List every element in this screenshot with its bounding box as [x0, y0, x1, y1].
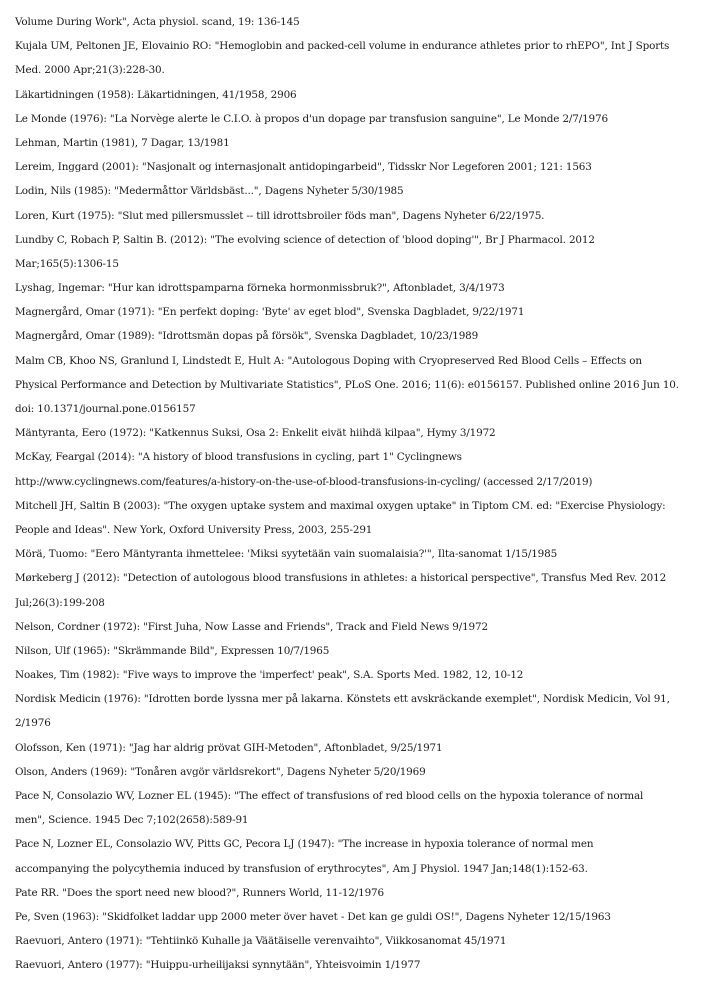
reference-entry	[15, 615, 692, 639]
reference-entry	[15, 421, 692, 445]
reference-text-line: Lundby C, Robach P, Saltin B. (2012): "The evolving science of detection of 'blood doping'", Br J Pharmacol. 2012	[15, 233, 595, 246]
reference-entry	[15, 760, 692, 784]
reference-entry	[15, 349, 692, 422]
reference-entry	[15, 179, 692, 203]
reference-entry	[15, 784, 692, 832]
reference-text-line: accompanying the polycythemia induced by transfusion of erythrocytes", Am J Physiol. 1947 Jan;148(1):152-63.	[15, 862, 588, 875]
reference-text-line: Pe, Sven (1963): "Skidfolket laddar upp 2000 meter över havet - Det kan ge guldi OS!", Dagens Nyheter 12/15/1963	[15, 910, 611, 923]
reference-entry	[15, 542, 692, 566]
reference-text-line: Mäntyranta, Eero (1972): "Katkennus Suksi, Osa 2: Enkelit eivät hiihdä kilpaa", Hymy 3/1972	[15, 427, 496, 440]
reference-text-line: Volume During Work", Acta physiol. scand, 19: 136-145	[15, 16, 300, 28]
reference-text-line: Olofsson, Ken (1971): "Jag har aldrig prövat GIH-Metoden", Aftonbladet, 9/25/1971	[15, 741, 443, 754]
reference-text-line: Mørkeberg J (2012): "Detection of autologous blood transfusions in athletes: a historical perspective", Transfus Med Rev. 2012	[15, 572, 667, 585]
reference-entry	[15, 10, 692, 34]
reference-text-line: Malm CB, Khoo NS, Granlund I, Lindstedt E, Hult A: "Autologous Doping with Cryopreserved Red Blood Cells – Effects on	[15, 354, 642, 367]
reference-text-line: Läkartidningen (1958): Läkartidningen, 41/1958, 2906	[15, 88, 297, 101]
reference-entry	[15, 300, 692, 324]
reference-entry	[15, 276, 692, 300]
reference-entry	[15, 736, 692, 760]
reference-text-line: Loren, Kurt (1975): "Slut med pillersmusslet -- till idrottsbroiler föds man", Dagens Nyheter 6/22/1975.	[15, 209, 545, 222]
reference-text-line: Pace N, Consolazio WV, Lozner EL (1945): "The effect of transfusions of red blood cells on the hypoxia tolerance of normal	[15, 790, 644, 802]
reference-text-line: Noakes, Tim (1982): "Five ways to improve the 'imperfect' peak", S.A. Sports Med. 1982, 12, 10-12	[15, 669, 524, 682]
reference-text-line: People and Ideas". New York, Oxford University Press, 2003, 255-291	[15, 523, 373, 536]
reference-text-line: Physical Performance and Detection by Multivariate Statistics", PLoS One. 2016; 11(6): e0156157. Published online 2016 Jun 10.	[15, 378, 679, 391]
reference-text-line: http://www.cyclingnews.com/features/a-history-on-the-use-of-blood-transfusions-in-cycling/ (accessed 2/17/2019)	[15, 475, 593, 488]
reference-entry	[15, 204, 692, 228]
reference-text-line: Pace N, Lozner EL, Consolazio WV, Pitts GC, Pecora LJ (1947): "The increase in hypoxia tolerance of normal men	[15, 838, 594, 851]
reference-entry	[15, 881, 692, 905]
reference-text-line: Lyshag, Ingemar: "Hur kan idrottspamparna förneka hormonmissbruk?", Aftonbladet, 3/4/1973	[15, 282, 505, 295]
reference-text-line: Mitchell JH, Saltin B (2003): "The oxygen uptake system and maximal oxygen uptake" in Tiptom CM. ed: "Exercise Physiology:	[15, 499, 666, 512]
reference-entry	[15, 494, 692, 542]
reference-entry	[15, 228, 692, 276]
reference-list	[15, 10, 692, 978]
reference-text-line: Lodin, Nils (1985): "Medermåttor Världsbäst...", Dagens Nyheter 5/30/1985	[15, 185, 404, 198]
reference-entry	[15, 107, 692, 131]
reference-entry	[15, 953, 692, 977]
reference-text-line: Lereim, Inggard (2001): "Nasjonalt og internasjonalt antidopingarbeid", Tidsskr Nor Legeforen 2001; 121: 1563	[15, 161, 592, 174]
reference-text-line: Olson, Anders (1969): "Tonåren avgör världsrekort", Dagens Nyheter 5/20/1969	[15, 765, 426, 778]
reference-text-line: Magnergård, Omar (1971): "En perfekt doping: 'Byte' av eget blod", Svenska Dagbladet, 9/22/1971	[15, 306, 525, 319]
reference-text-line: Lehman, Martin (1981), 7 Dagar, 13/1981	[15, 136, 230, 149]
reference-text-line: men", Science. 1945 Dec 7;102(2658):589-91	[15, 814, 249, 827]
reference-text-line: McKay, Feargal (2014): "A history of blood transfusions in cycling, part 1" Cyclingnews	[15, 451, 462, 464]
reference-text-line: Med. 2000 Apr;21(3):228-30.	[15, 64, 165, 77]
reference-entry	[15, 34, 692, 82]
reference-entry	[15, 324, 692, 348]
reference-text-line: Mörä, Tuomo: "Eero Mäntyranta ihmettelee: 'Miksi syytetään vain suomalaisia?'", Ilta-sanomat 1/15/1985	[15, 548, 558, 561]
reference-entry	[15, 83, 692, 107]
reference-text-line: Magnergård, Omar (1989): "Idrottsmän dopas på försök", Svenska Dagbladet, 10/23/1989	[15, 330, 479, 343]
reference-entry	[15, 905, 692, 929]
reference-entry	[15, 131, 692, 155]
reference-entry	[15, 445, 692, 493]
reference-text-line: Nilson, Ulf (1965): "Skrämmande Bild", Expressen 10/7/1965	[15, 644, 330, 657]
reference-text-line: Pate RR. "Does the sport need new blood?", Runners World, 11-12/1976	[15, 886, 384, 899]
reference-entry	[15, 663, 692, 687]
reference-text-line: Le Monde (1976): "La Norvège alerte le C.I.O. à propos d'un dopage par transfusion sanguine", Le Monde 2/7/1976	[15, 112, 608, 125]
reference-entry	[15, 832, 692, 880]
reference-text-line: Kujala UM, Peltonen JE, Elovainio RO: "Hemoglobin and packed-cell volume in endurance athletes prior to rhEPO", Int J Sports	[15, 40, 670, 53]
reference-text-line: Nordisk Medicin (1976): "Idrotten borde lyssna mer på lakarna. Könstets ett avskräckande exemplet", Nordisk Medicin, Vol 91,	[15, 693, 670, 706]
reference-entry	[15, 155, 692, 179]
reference-text-line: doi: 10.1371/journal.pone.0156157	[15, 403, 196, 415]
reference-text-line: Raevuori, Antero (1977): "Huippu-urheilijaksi synnytään", Yhteisvoimin 1/1977	[15, 959, 421, 972]
reference-text-line: Nelson, Cordner (1972): "First Juha, Now Lasse and Friends", Track and Field News 9/1972	[15, 620, 488, 633]
reference-text-line: 2/1976	[15, 717, 51, 730]
reference-entry	[15, 566, 692, 614]
reference-entry	[15, 639, 692, 663]
reference-entry	[15, 687, 692, 735]
reference-text-line: Jul;26(3):199-208	[15, 596, 105, 609]
reference-text-line: Mar;165(5):1306-15	[15, 257, 119, 270]
reference-entry	[15, 929, 692, 953]
reference-text-line: Raevuori, Antero (1971): "Tehtiinkö Kuhalle ja Väätäiselle verenvaihto", Viikkosanomat 45/1971	[15, 935, 507, 948]
